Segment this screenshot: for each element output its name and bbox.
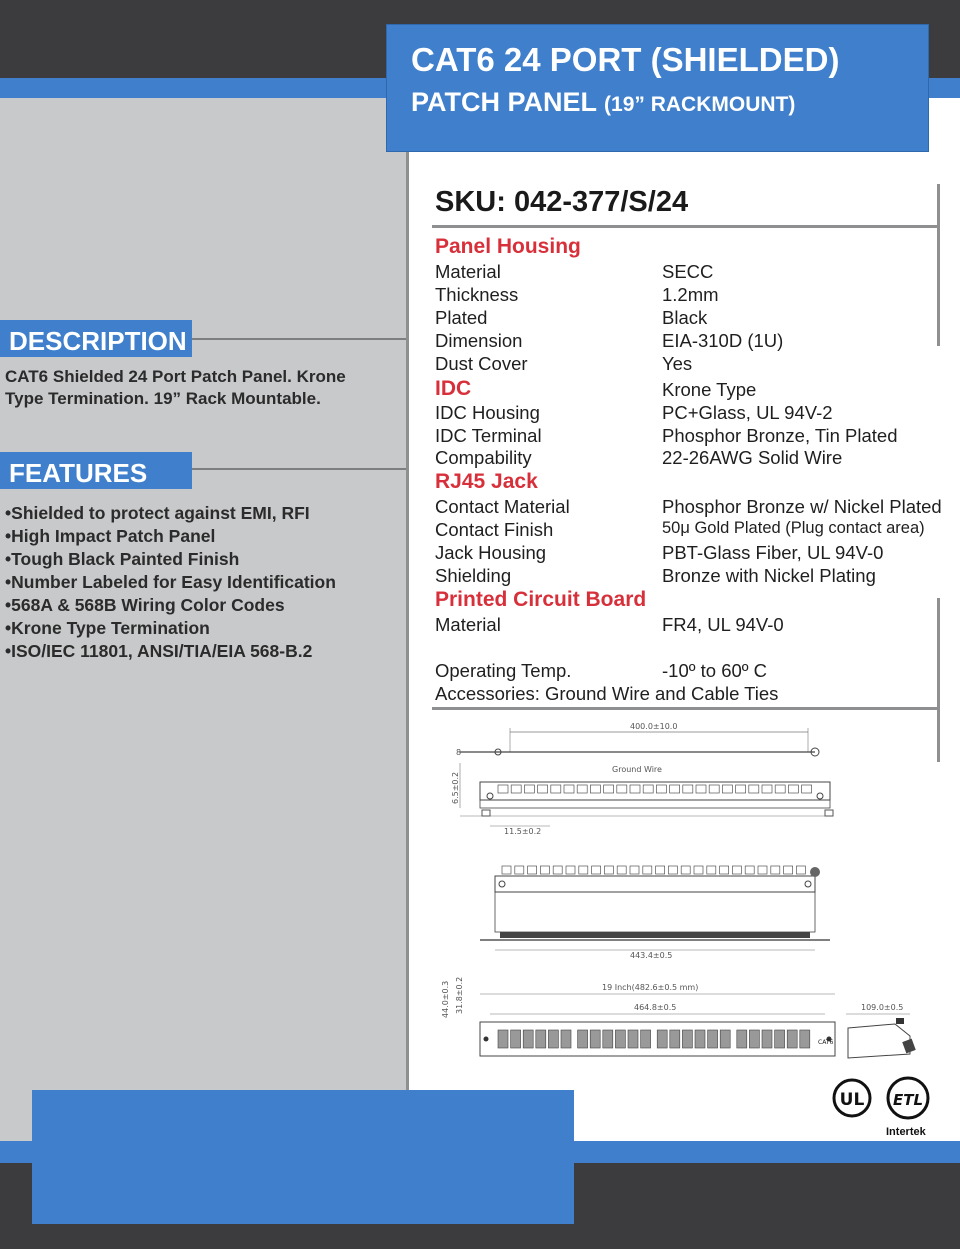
spec-rule-right-top: [937, 184, 940, 346]
feature-item: • Shielded to protect against EMI, RFI: [5, 502, 336, 525]
port-side-view: [630, 785, 640, 793]
port-front-view: [682, 1030, 692, 1048]
port-front-view: [708, 1030, 718, 1048]
accessories-text: Accessories: Ground Wire and Cable Ties: [435, 683, 779, 704]
features-rule: [192, 468, 406, 470]
port-side-view: [577, 785, 587, 793]
feature-item: • Number Labeled for Easy Identification: [5, 571, 336, 594]
dim-height-small: 6.5±0.2: [451, 771, 460, 804]
spec-rule-top: [432, 225, 940, 228]
operating-temp-value: -10º to 60º C: [662, 660, 768, 681]
feature-item: • Krone Type Termination: [5, 617, 336, 640]
port-side-view: [670, 785, 680, 793]
spec-value: Yes: [662, 353, 693, 374]
spec-value: Bronze with Nickel Plating: [662, 565, 876, 586]
port-top-view: [758, 866, 767, 874]
intertek-label: Intertek: [886, 1126, 926, 1138]
port-side-view: [538, 785, 548, 793]
spec-value: Phosphor Bronze w/ Nickel Plated: [662, 496, 942, 517]
spec-label: Dust Cover: [435, 353, 528, 374]
spec-label: Thickness: [435, 284, 519, 305]
port-top-view: [566, 866, 575, 874]
port-top-view: [540, 866, 549, 874]
feature-item: • High Impact Patch Panel: [5, 525, 336, 548]
certification-logos: [832, 1075, 932, 1125]
wire-label: Ground Wire: [612, 765, 662, 774]
port-front-view: [762, 1030, 772, 1048]
spec-label: IDC Housing: [435, 402, 540, 423]
port-side-view: [722, 785, 732, 793]
port-side-view: [683, 785, 693, 793]
pcb-heading: Printed Circuit Board: [435, 588, 647, 611]
port-side-view: [696, 785, 706, 793]
dim-31: 31.8±0.2: [455, 976, 464, 1014]
port-top-view: [732, 866, 741, 874]
port-top-view: [502, 866, 511, 874]
port-top-view: [604, 866, 613, 874]
port-side-view: [749, 785, 759, 793]
port-top-view: [694, 866, 703, 874]
description-line-2: Type Termination. 19” Rack Mountable.: [5, 389, 321, 408]
description-text: [5, 366, 400, 410]
port-top-view: [771, 866, 780, 874]
port-top-view: [630, 866, 639, 874]
port-side-view: [604, 785, 614, 793]
page-subtitle: [411, 87, 795, 118]
port-side-view: [762, 785, 772, 793]
spec-label: Dimension: [435, 330, 523, 351]
spec-value: PBT-Glass Fiber, UL 94V-0: [662, 542, 884, 563]
panel-mark: CAT6: [818, 1039, 834, 1046]
port-top-view: [745, 866, 754, 874]
idc-heading: IDC: [435, 377, 472, 400]
panel-housing-heading: Panel Housing: [435, 235, 581, 258]
spec-label: Jack Housing: [435, 542, 547, 563]
port-top-view: [579, 866, 588, 874]
port-front-view: [800, 1030, 810, 1048]
description-heading: DESCRIPTION: [0, 320, 192, 357]
page-title: CAT6 24 PORT (SHIELDED): [411, 41, 840, 78]
spec-value: Krone Type: [662, 379, 757, 400]
dim-109: 109.0±0.5: [861, 1003, 904, 1012]
spec-value: SECC: [662, 261, 714, 282]
spec-rule-bottom: [432, 707, 940, 710]
spec-value: FR4, UL 94V-0: [662, 614, 784, 635]
spec-label: Material: [435, 261, 501, 282]
spec-value: 50μ Gold Plated (Plug contact area): [662, 519, 925, 537]
spec-label: Contact Finish: [435, 519, 554, 540]
port-front-view: [787, 1030, 797, 1048]
port-top-view: [668, 866, 677, 874]
spec-value: EIA-310D (1U): [662, 330, 784, 351]
bottom-blue-box: [32, 1090, 574, 1224]
port-top-view: [528, 866, 537, 874]
port-front-view: [737, 1030, 747, 1048]
description-rule: [192, 338, 406, 340]
description-line-1: CAT6 Shielded 24 Port Patch Panel. Krone: [5, 367, 346, 386]
spec-label: Shielding: [435, 565, 512, 586]
svg-text:8: 8: [456, 748, 462, 757]
port-top-view: [553, 866, 562, 874]
port-side-view: [617, 785, 627, 793]
port-side-view: [590, 785, 600, 793]
dim-443: 443.4±0.5: [630, 951, 673, 960]
spec-value: Black: [662, 307, 708, 328]
spec-value: 22-26AWG Solid Wire: [662, 447, 843, 468]
feature-item: • Tough Black Painted Finish: [5, 548, 336, 571]
spec-value: 1.2mm: [662, 284, 719, 305]
port-front-view: [670, 1030, 680, 1048]
port-front-view: [695, 1030, 705, 1048]
port-front-view: [628, 1030, 638, 1048]
port-front-view: [590, 1030, 600, 1048]
port-front-view: [498, 1030, 508, 1048]
port-side-view: [643, 785, 653, 793]
port-front-view: [775, 1030, 785, 1048]
subtitle-main: PATCH PANEL: [411, 87, 597, 117]
port-front-view: [641, 1030, 651, 1048]
port-top-view: [720, 866, 729, 874]
port-front-view: [657, 1030, 667, 1048]
port-front-view: [720, 1030, 730, 1048]
features-heading: FEATURES: [0, 452, 192, 489]
port-side-view: [511, 785, 521, 793]
port-front-view: [523, 1030, 533, 1048]
port-top-view: [681, 866, 690, 874]
spec-label: Compability: [435, 447, 532, 468]
port-top-view: [784, 866, 793, 874]
dim-464: 464.8±0.5: [634, 1003, 677, 1012]
port-side-view: [788, 785, 798, 793]
features-list: [5, 502, 336, 663]
ul-logo: UL: [839, 1090, 865, 1110]
title-box: [386, 24, 929, 152]
port-top-view: [643, 866, 652, 874]
port-top-view: [617, 866, 626, 874]
port-top-view: [592, 866, 601, 874]
spec-value: PC+Glass, UL 94V-2: [662, 402, 833, 423]
port-front-view: [536, 1030, 546, 1048]
sku-label: SKU: 042-377/S/24: [435, 186, 689, 218]
port-front-view: [511, 1030, 521, 1048]
spec-label: IDC Terminal: [435, 425, 542, 446]
port-front-view: [615, 1030, 625, 1048]
port-front-view: [578, 1030, 588, 1048]
port-side-view: [802, 785, 812, 793]
port-side-view: [736, 785, 746, 793]
technical-drawing: [440, 718, 940, 1068]
port-top-view: [707, 866, 716, 874]
operating-temp-label: Operating Temp.: [435, 660, 572, 681]
feature-item: • 568A & 568B Wiring Color Codes: [5, 594, 336, 617]
port-top-view: [796, 866, 805, 874]
dim-depth-small: 11.5±0.2: [504, 827, 542, 836]
port-front-view: [603, 1030, 613, 1048]
spec-label: Plated: [435, 307, 488, 328]
spec-label: Material: [435, 614, 501, 635]
rj45-heading: RJ45 Jack: [435, 470, 538, 493]
port-side-view: [551, 785, 561, 793]
port-side-view: [524, 785, 534, 793]
port-front-view: [749, 1030, 759, 1048]
vertical-divider: [406, 98, 409, 1141]
port-side-view: [564, 785, 574, 793]
port-side-view: [656, 785, 666, 793]
dim-wire-label: 400.0±10.0: [630, 722, 678, 731]
dim-19inch: 19 Inch(482.6±0.5 mm): [602, 983, 699, 992]
spec-label: Contact Material: [435, 496, 570, 517]
port-side-view: [498, 785, 508, 793]
etl-logo: ETL: [892, 1091, 924, 1109]
port-side-view: [709, 785, 719, 793]
port-front-view: [548, 1030, 558, 1048]
feature-item: • ISO/IEC 11801, ANSI/TIA/EIA 568-B.2: [5, 640, 336, 663]
port-side-view: [775, 785, 785, 793]
dim-44: 44.0±0.3: [441, 980, 450, 1018]
subtitle-small: (19” RACKMOUNT): [604, 93, 796, 116]
port-top-view: [656, 866, 665, 874]
port-top-view: [515, 866, 524, 874]
port-front-view: [561, 1030, 571, 1048]
spec-value: Phosphor Bronze, Tin Plated: [662, 425, 898, 446]
